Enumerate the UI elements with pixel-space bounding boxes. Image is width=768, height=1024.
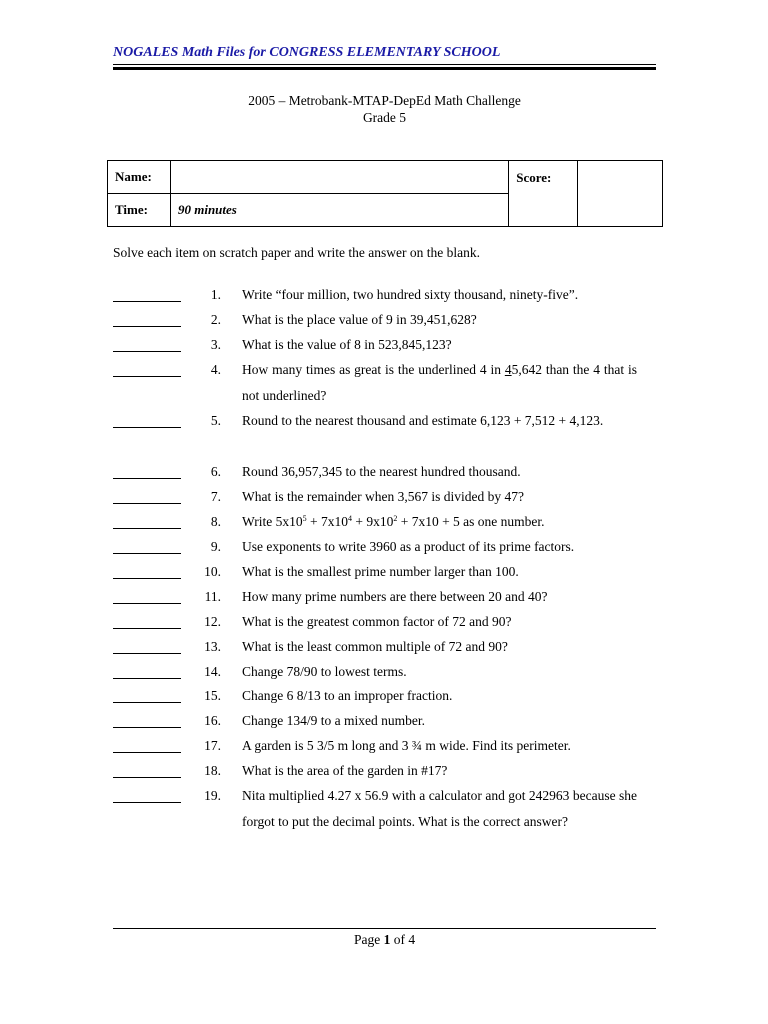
exponent: 4: [347, 514, 352, 523]
question-text-part: + 7x10 + 5 as one number.: [397, 514, 545, 529]
answer-blank[interactable]: [113, 376, 181, 377]
question-number: 14.: [204, 664, 221, 679]
question-text: What is the remainder when 3,567 is divided by 47?: [242, 489, 524, 504]
question-text-part: + 9x10: [351, 514, 394, 529]
title-block: [113, 92, 656, 126]
name-label: Name:: [108, 161, 171, 194]
question-text-part: 5,642 than the 4 that is not underlined?: [242, 362, 637, 403]
question-text: What is the greatest common factor of 72 and 90?: [242, 614, 512, 629]
of-word: of: [393, 932, 405, 947]
question-number: 19.: [204, 788, 221, 803]
question-text: How many prime numbers are there between 20 and 40?: [242, 589, 548, 604]
header-rule-thick: [113, 67, 656, 70]
answer-blank[interactable]: [113, 478, 181, 479]
answer-blank[interactable]: [113, 628, 181, 629]
question-text: What is the value of 8 in 523,845,123?: [242, 337, 452, 352]
question-text: Round 36,957,345 to the nearest hundred thousand.: [242, 464, 521, 479]
answer-blank[interactable]: [113, 603, 181, 604]
question-text-part: How many times as great is the underlined 4 in: [242, 362, 505, 377]
question-number: 16.: [204, 713, 221, 728]
answer-blank[interactable]: [113, 653, 181, 654]
answer-blank[interactable]: [113, 553, 181, 554]
answer-blank[interactable]: [113, 802, 181, 803]
page-word: Page: [353, 932, 381, 947]
question-text-part: + 7x10: [306, 514, 348, 529]
grade-label: Grade 5: [362, 110, 407, 125]
time-label: Time:: [108, 194, 171, 227]
page-total: 4: [408, 932, 416, 947]
question-text: What is the place value of 9 in 39,451,628?: [242, 312, 477, 327]
question-text: What is the smallest prime number larger than 100.: [242, 564, 519, 579]
question-text: [242, 509, 637, 535]
page-footer: [113, 932, 656, 948]
question-number: 5.: [210, 413, 221, 428]
question-number: 1.: [210, 287, 221, 302]
info-table: [107, 160, 663, 227]
question-number: 3.: [210, 337, 221, 352]
question-text: Round to the nearest thousand and estimate 6,123 + 7,512 + 4,123.: [242, 413, 604, 428]
question-number: 15.: [204, 688, 221, 703]
answer-blank[interactable]: [113, 752, 181, 753]
question-number: 12.: [204, 614, 221, 629]
question-text: A garden is 5 3/5 m long and 3 ¾ m wide. Find its perimeter.: [242, 738, 571, 753]
score-field[interactable]: [578, 161, 663, 227]
question-number: 13.: [204, 639, 221, 654]
question-number: 9.: [210, 539, 221, 554]
answer-blank[interactable]: [113, 351, 181, 352]
question-number: 6.: [210, 464, 221, 479]
exam-title: 2005 – Metrobank-MTAP-DepEd Math Challenge: [248, 93, 521, 108]
answer-blank[interactable]: [113, 427, 181, 428]
answer-blank[interactable]: [113, 777, 181, 778]
question-number: 11.: [204, 589, 221, 604]
answer-blank[interactable]: [113, 702, 181, 703]
time-value: 90 minutes: [170, 194, 508, 227]
answer-blank[interactable]: [113, 578, 181, 579]
question-text: Nita multiplied 4.27 x 56.9 with a calculator and got 242963 because she forgot to put the decimal points. What is the correct answer?: [242, 788, 637, 829]
question-text: Change 134/9 to a mixed number.: [242, 713, 425, 728]
underlined-digit: 4: [504, 362, 512, 377]
question-number: 8.: [210, 514, 221, 529]
question-text: [242, 357, 637, 409]
question-number: 17.: [204, 738, 221, 753]
answer-blank[interactable]: [113, 301, 181, 302]
question-text: What is the area of the garden in #17?: [242, 763, 448, 778]
exponent: 5: [302, 514, 307, 523]
question-text-part: Write 5x10: [242, 514, 303, 529]
page-number: 1: [383, 932, 391, 947]
answer-blank[interactable]: [113, 678, 181, 679]
question-text: Write “four million, two hundred sixty thousand, ninety-five”.: [242, 287, 579, 302]
score-label: Score:: [509, 161, 578, 227]
question-number: 4.: [210, 362, 221, 377]
question-number: 18.: [204, 763, 221, 778]
answer-blank[interactable]: [113, 528, 181, 529]
exponent: 2: [393, 514, 398, 523]
question-number: 10.: [204, 564, 221, 579]
question-text: Change 6 8/13 to an improper fraction.: [242, 688, 453, 703]
instructions: Solve each item on scratch paper and write the answer on the blank.: [113, 245, 480, 260]
name-field[interactable]: [170, 161, 508, 194]
answer-blank[interactable]: [113, 326, 181, 327]
question-text: What is the least common multiple of 72 and 90?: [242, 639, 508, 654]
question-text: Use exponents to write 3960 as a product of its prime factors.: [242, 539, 575, 554]
footer-rule: [113, 928, 656, 929]
question-text: Change 78/90 to lowest terms.: [242, 664, 407, 679]
question-number: 2.: [210, 312, 221, 327]
header-rule-thin: [113, 64, 656, 65]
answer-blank[interactable]: [113, 727, 181, 728]
answer-blank[interactable]: [113, 503, 181, 504]
document-header: NOGALES Math Files for CONGRESS ELEMENTARY SCHOOL: [113, 45, 501, 60]
question-number: 7.: [210, 489, 221, 504]
